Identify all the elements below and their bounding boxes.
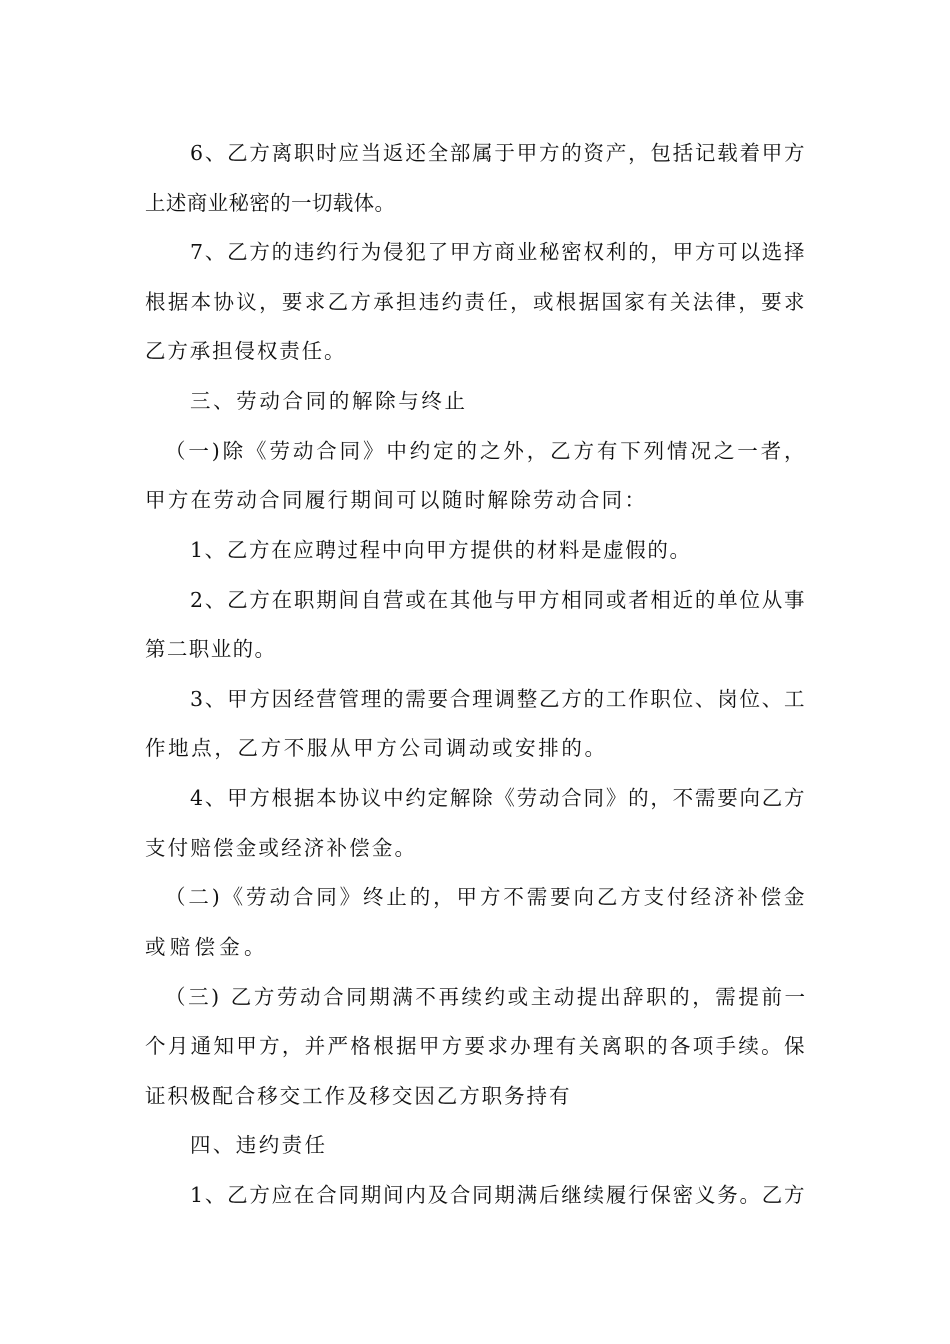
paragraph-line: 上述商业秘密的一切载体。 bbox=[145, 191, 396, 215]
paragraph-line: 甲方在劳动合同履行期间可以随时解除劳动合同： bbox=[145, 488, 648, 512]
section-heading: 四、违约责任 bbox=[190, 1133, 328, 1157]
paragraph-line: 6、乙方离职时应当返还全部属于甲方的资产，包括记载着甲方 bbox=[190, 141, 807, 165]
section-heading: 三、劳动合同的解除与终止 bbox=[190, 389, 468, 413]
paragraph-line: 1、乙方在应聘过程中向甲方提供的材料是虚假的。 bbox=[190, 538, 692, 562]
paragraph-line: 根据本协议，要求乙方承担违约责任，或根据国家有关法律，要求 bbox=[145, 290, 807, 314]
paragraph-line: （二)《劳动合同》终止的，甲方不需要向乙方支付经济补偿金 bbox=[165, 885, 808, 909]
paragraph-line: 作地点，乙方不服从甲方公司调动或安排的。 bbox=[145, 736, 608, 760]
paragraph-line: （一)除《劳动合同》中约定的之外，乙方有下列情况之一者， bbox=[165, 439, 808, 463]
paragraph-line: 7、乙方的违约行为侵犯了甲方商业秘密权利的，甲方可以选择 bbox=[190, 240, 807, 264]
paragraph-line: 2、乙方在职期间自营或在其他与甲方相同或者相近的单位从事 bbox=[190, 588, 807, 612]
paragraph-line: 或赔偿金。 bbox=[145, 935, 269, 959]
paragraph-line: 证积极配合移交工作及移交因乙方职务持有 bbox=[145, 1084, 572, 1108]
paragraph-line: 4、甲方根据本协议中约定解除《劳动合同》的，不需要向乙方 bbox=[190, 786, 807, 810]
paragraph-line: 支付赔偿金或经济补偿金。 bbox=[145, 836, 418, 860]
paragraph-line: 1、乙方应在合同期间内及合同期满后继续履行保密义务。乙方 bbox=[190, 1183, 807, 1207]
paragraph-line: 乙方承担侵权责任。 bbox=[145, 339, 347, 363]
paragraph-line: 第二职业的。 bbox=[145, 637, 277, 661]
paragraph-line: 3、甲方因经营管理的需要合理调整乙方的工作职位、岗位、工 bbox=[190, 687, 807, 711]
paragraph-line: 个月通知甲方，并严格根据甲方要求办理有关离职的各项手续。保 bbox=[145, 1034, 807, 1058]
paragraph-line: （三) 乙方劳动合同期满不再续约或主动提出辞职的，需提前一 bbox=[165, 985, 808, 1009]
